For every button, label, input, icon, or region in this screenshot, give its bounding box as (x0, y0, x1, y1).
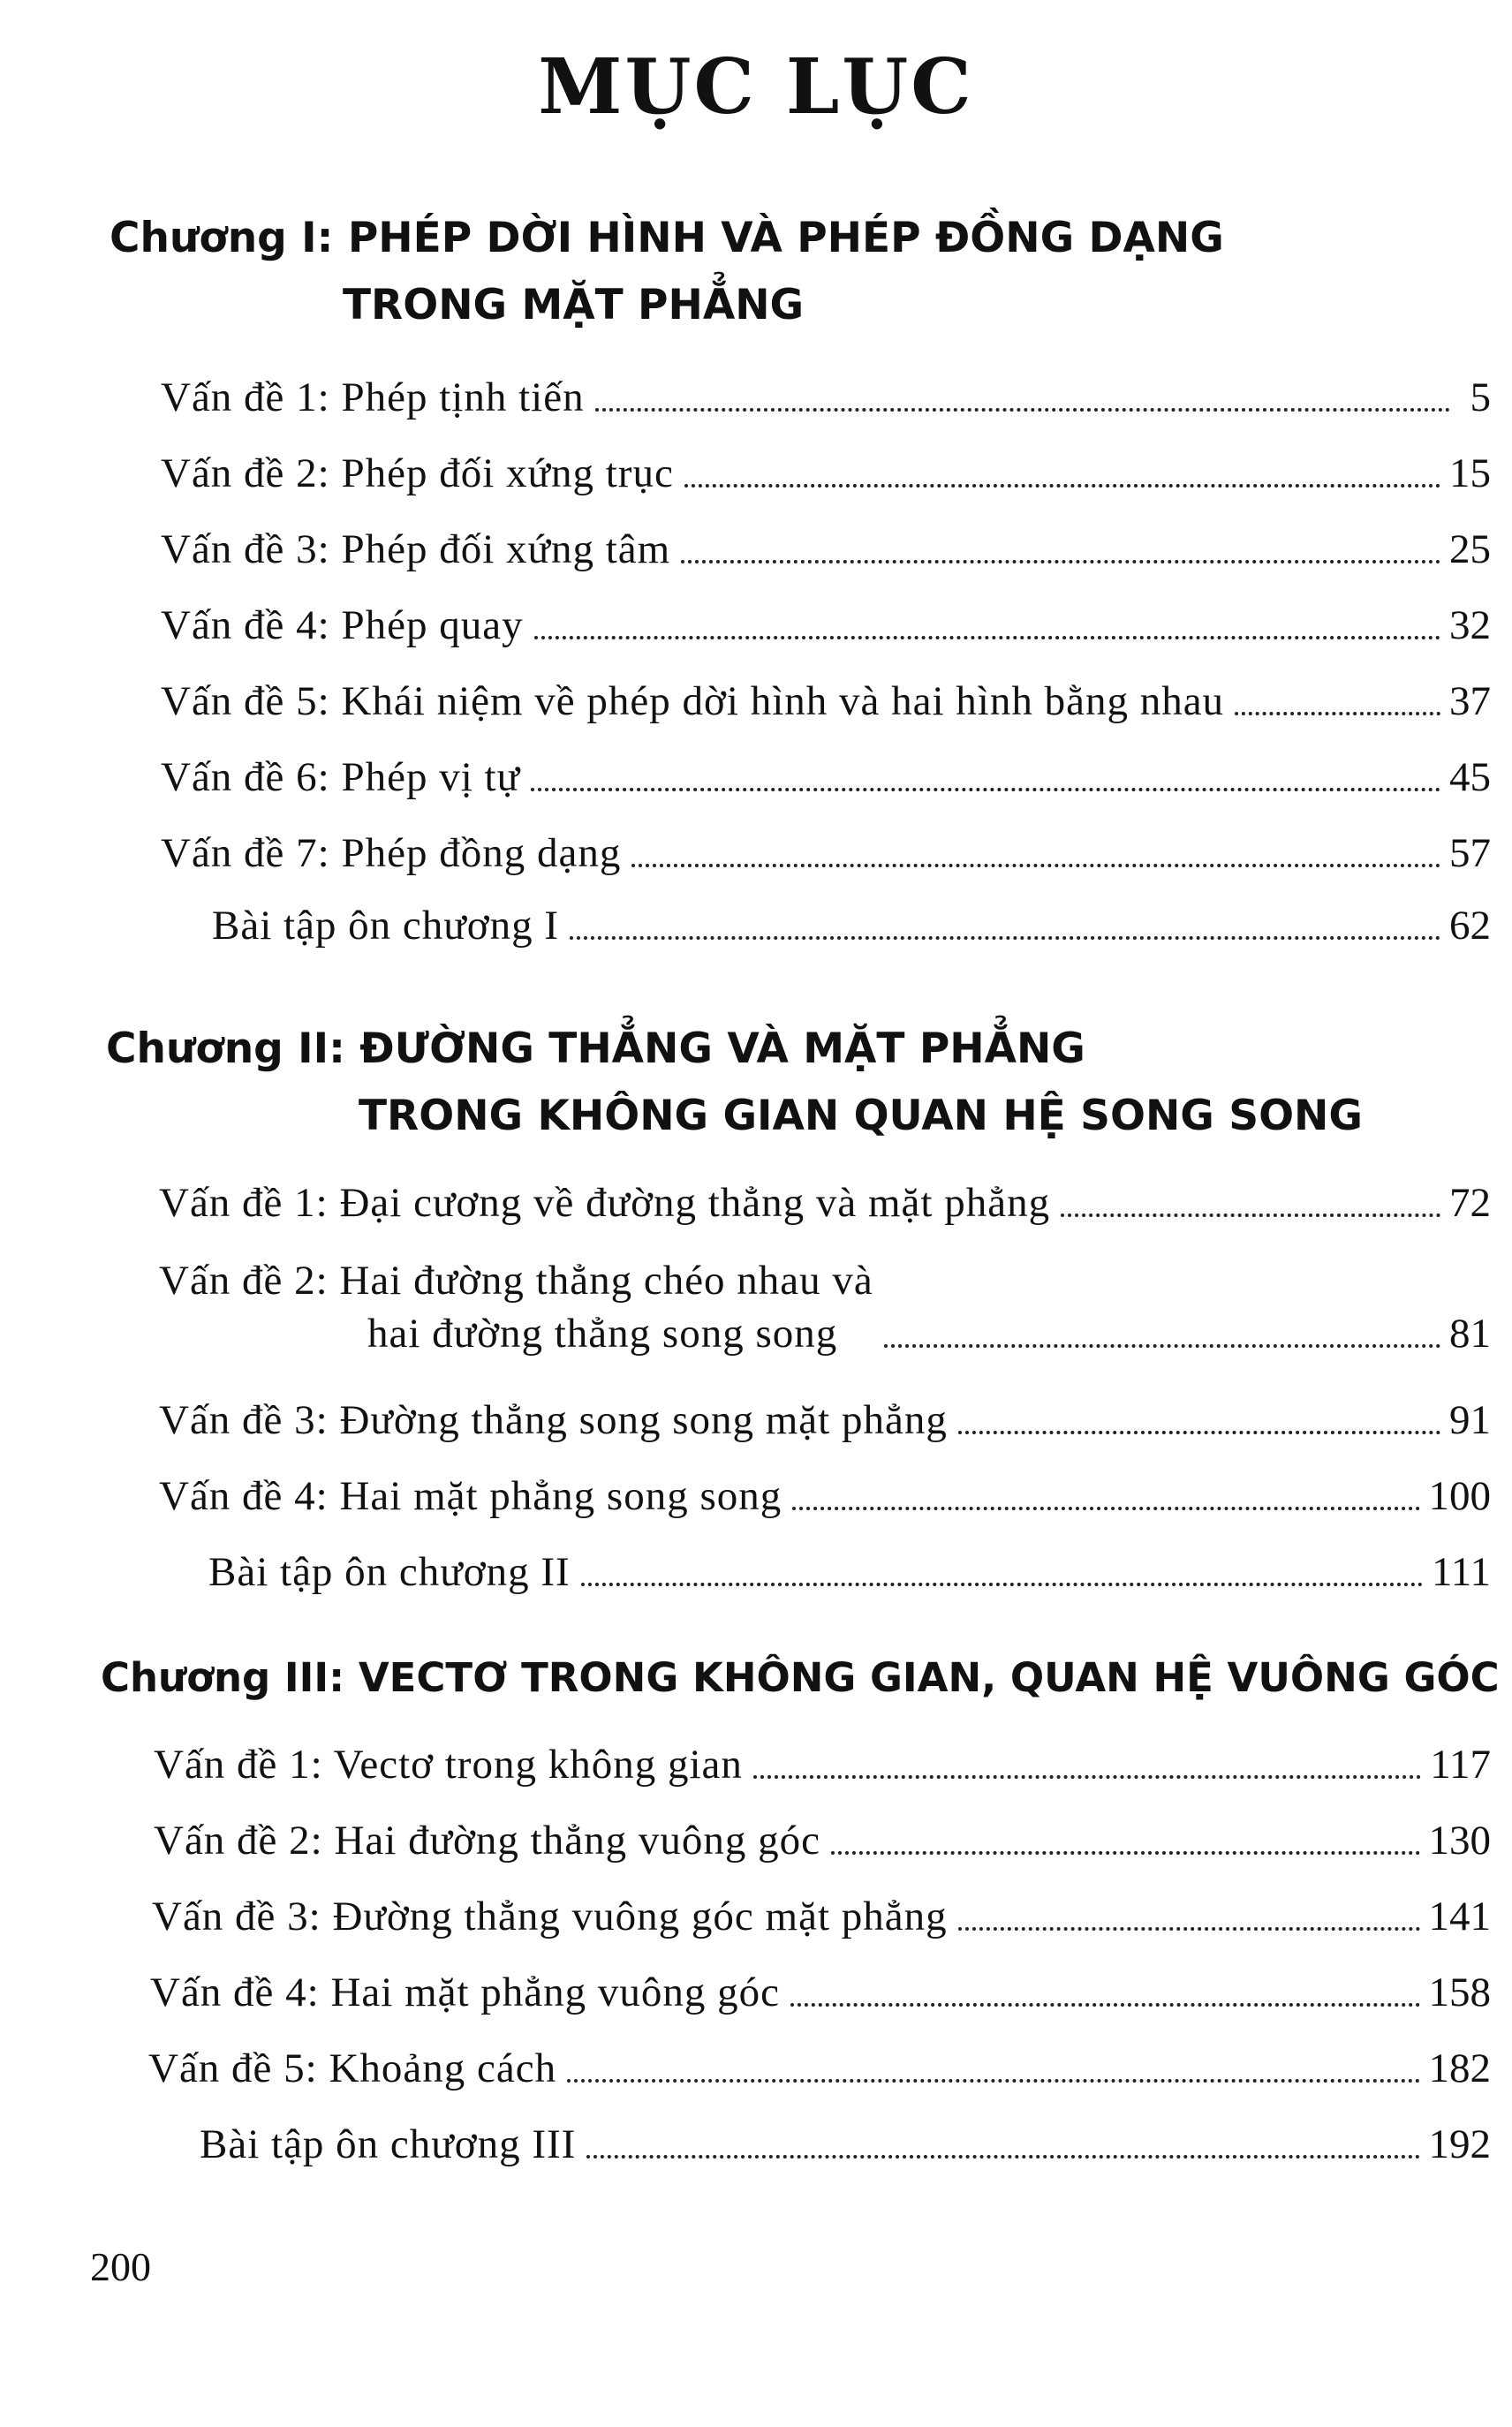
entry-page-number: 81 (1449, 1311, 1491, 1357)
entry-label: Vấn đề 3: Đường thẳng vuông góc mặt phẳng (152, 1894, 948, 1939)
entry-label: Vấn đề 1: Vectơ trong không gian (154, 1742, 743, 1788)
entry-page-number: 32 (1449, 602, 1491, 648)
entry-page-number: 141 (1428, 1894, 1491, 1939)
dot-leader (831, 1851, 1420, 1855)
entry-label: Vấn đề 4: Phép quay (161, 602, 524, 648)
entry-label-group (159, 1254, 873, 1360)
toc-entry[interactable] (154, 1793, 1491, 1867)
toc-entry[interactable] (159, 1236, 1491, 1360)
entry-label: Bài tập ôn chương I (212, 903, 560, 949)
toc-entry[interactable] (161, 730, 1491, 804)
dot-leader (631, 864, 1440, 867)
entry-label: Vấn đề 2: Hai đường thẳng chéo nhau và (159, 1258, 873, 1304)
dot-leader (884, 1344, 1440, 1348)
entry-page-number: 57 (1449, 830, 1491, 876)
toc-entry[interactable] (148, 2021, 1491, 2095)
entry-label: Vấn đề 2: Phép đối xứng trục (161, 450, 674, 496)
entry-page-number: 37 (1449, 678, 1491, 724)
entry-page-number: 25 (1449, 526, 1491, 572)
toc-entry[interactable] (161, 350, 1491, 424)
chapter-2-title-line2: TRONG KHÔNG GIAN QUAN HỆ SONG SONG (359, 1092, 1363, 1140)
toc-entry[interactable] (154, 1717, 1491, 1791)
entry-page-number: 158 (1428, 1970, 1491, 2015)
entry-label: Vấn đề 5: Khái niệm về phép dời hình và hai hình bằng nhau (161, 678, 1225, 724)
dot-leader (684, 484, 1440, 488)
dot-leader (595, 408, 1450, 412)
chapter-1-heading (110, 205, 1224, 339)
toc-entry[interactable] (208, 1524, 1491, 1599)
toc-entry[interactable] (200, 2097, 1491, 2171)
dot-leader (792, 1507, 1419, 1510)
entry-label: Vấn đề 3: Đường thẳng song song mặt phẳng (159, 1397, 948, 1443)
dot-leader (1235, 712, 1440, 715)
entry-label: Vấn đề 2: Hai đường thẳng vuông góc (154, 1818, 820, 1864)
chapter-1-title-line2: TRONG MẶT PHẲNG (343, 281, 805, 329)
entry-label: Vấn đề 4: Hai mặt phẳng song song (159, 1473, 782, 1519)
entry-label: Bài tập ôn chương II (208, 1549, 571, 1595)
dot-leader (581, 1583, 1423, 1586)
entry-label: Vấn đề 5: Khoảng cách (148, 2045, 557, 2091)
chapter-3-title-line1: Chương III: VECTƠ TRONG KHÔNG GIAN, QUAN HỆ VUÔNG GÓC (101, 1654, 1500, 1701)
toc-entry[interactable] (159, 1155, 1491, 1229)
dot-leader (681, 560, 1440, 563)
toc-entry[interactable] (161, 805, 1491, 880)
toc-entry[interactable] (161, 578, 1491, 652)
entry-page-number: 100 (1428, 1473, 1491, 1519)
dot-leader (534, 636, 1440, 639)
dot-leader (531, 788, 1440, 791)
chapter-2-title-line1: Chương II: ĐƯỜNG THẲNG VÀ MẶT PHẲNG (106, 1024, 1085, 1073)
dot-leader (586, 2155, 1419, 2159)
entry-page-number: 15 (1449, 450, 1491, 496)
entry-page-number: 111 (1431, 1549, 1491, 1595)
entry-page-number: 45 (1449, 754, 1491, 800)
dot-leader (753, 1775, 1421, 1779)
entry-label: Vấn đề 1: Phép tịnh tiến (161, 374, 585, 420)
toc-entry[interactable] (150, 1945, 1491, 2019)
page-title: MỤC LỤC (538, 42, 974, 132)
toc-entry[interactable] (161, 654, 1491, 728)
entry-page-number: 192 (1428, 2121, 1491, 2167)
entry-label: Vấn đề 4: Hai mặt phẳng vuông góc (150, 1970, 781, 2015)
dot-leader (1061, 1214, 1440, 1217)
page-number: 200 (90, 2244, 151, 2289)
entry-label: Vấn đề 3: Phép đối xứng tâm (161, 526, 671, 572)
toc-entry[interactable] (212, 878, 1491, 952)
dot-leader (958, 1927, 1420, 1931)
entry-page-number: 117 (1430, 1742, 1491, 1788)
toc-entry[interactable] (159, 1448, 1491, 1523)
chapter-1-title-line1: Chương I: PHÉP DỜI HÌNH VÀ PHÉP ĐỒNG DẠNG (110, 214, 1224, 262)
toc-entry[interactable] (159, 1372, 1491, 1447)
entry-label: Bài tập ôn chương III (200, 2121, 577, 2167)
entry-label: Vấn đề 6: Phép vị tự (161, 754, 521, 800)
toc-entry[interactable] (161, 502, 1491, 576)
entry-page-number: 5 (1470, 374, 1491, 420)
dot-leader (790, 2003, 1419, 2007)
dot-leader (570, 936, 1440, 940)
chapter-2-heading (106, 1016, 1363, 1150)
entry-page-number: 130 (1428, 1818, 1491, 1864)
entry-page-number: 91 (1449, 1397, 1491, 1443)
toc-entry[interactable] (161, 426, 1491, 500)
entry-label-continuation: hai đường thẳng song song (367, 1311, 838, 1357)
entry-label: Vấn đề 1: Đại cương về đường thẳng và mặt phẳng (159, 1180, 1051, 1226)
chapter-3-heading (101, 1644, 1500, 1712)
entry-page-number: 62 (1449, 903, 1491, 949)
entry-page-number: 182 (1428, 2045, 1491, 2091)
dot-leader (958, 1431, 1440, 1434)
entry-label: Vấn đề 7: Phép đồng dạng (161, 830, 622, 876)
entry-page-number: 72 (1449, 1180, 1491, 1226)
toc-entry[interactable] (152, 1869, 1491, 1943)
dot-leader (567, 2079, 1419, 2083)
